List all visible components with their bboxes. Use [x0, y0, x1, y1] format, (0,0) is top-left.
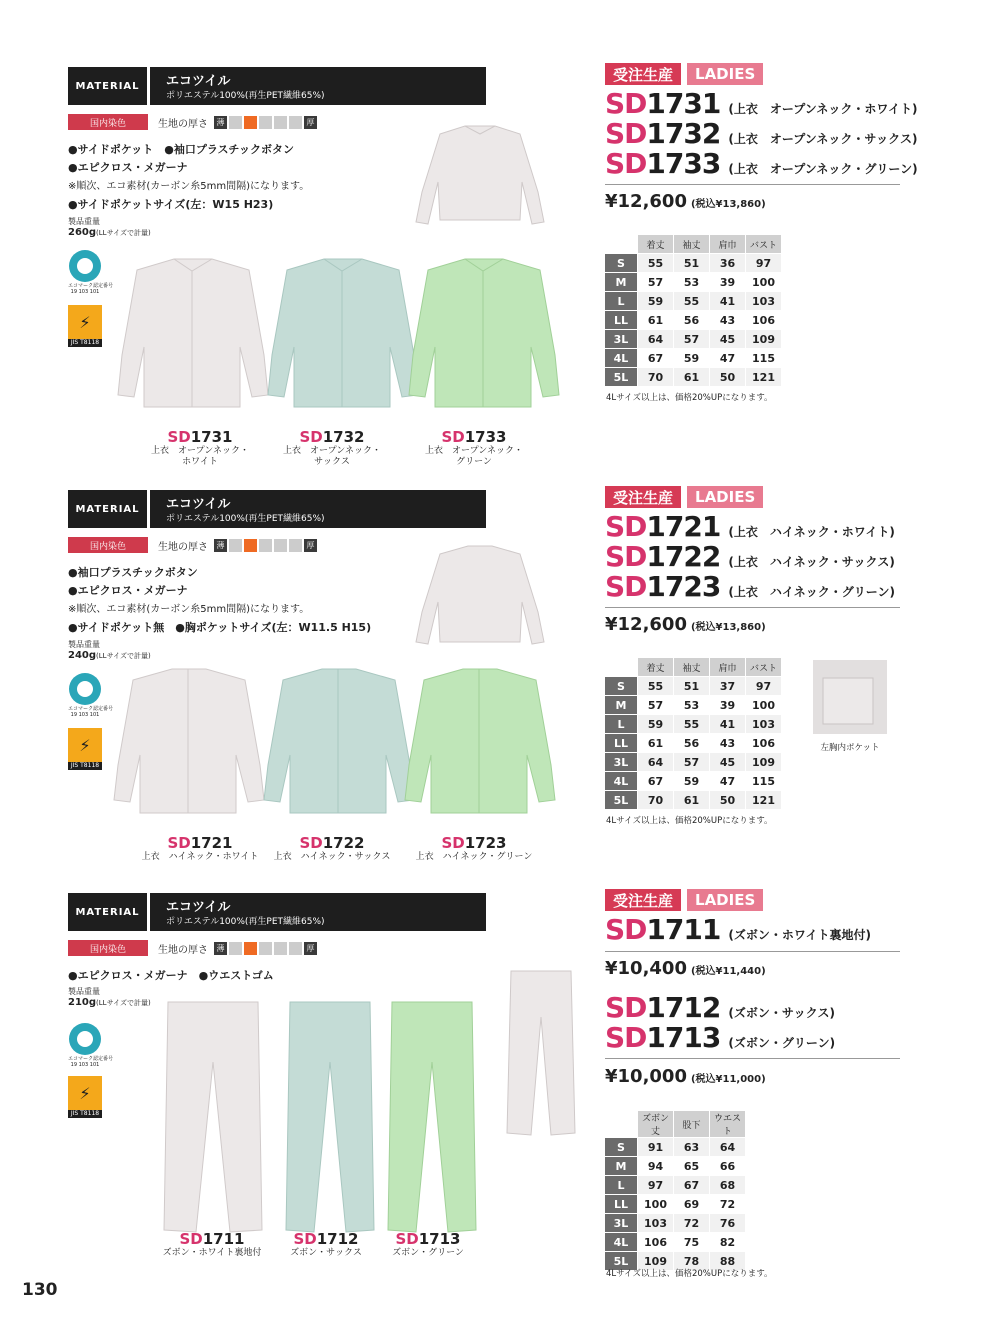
- weight-label: 製品重量: [68, 217, 100, 226]
- table-row: 3L 103 72 76: [605, 1214, 746, 1233]
- table-row: 5L 109 78 88: [605, 1252, 746, 1271]
- weight-label: 製品重量: [68, 640, 100, 649]
- jacket-sd1733: [409, 259, 559, 407]
- caption-sd1711: SD1711 ズボン・ホワイト裏地付: [162, 1230, 262, 1258]
- thick-marker: 厚: [304, 539, 317, 552]
- made-to-order-badge: 受注生産: [605, 63, 681, 85]
- table-row: L 59 55 41 103: [605, 715, 782, 734]
- weight-value: 210g(LLサイズで計量): [68, 997, 151, 1008]
- ladies-badge: LADIES: [687, 486, 763, 508]
- caption-sd1731: SD1731 上衣 オープンネック・ ホワイト: [151, 428, 249, 467]
- eco-mark: エコマーク認定番号 19 103 101: [68, 673, 102, 718]
- model-sd1711: SD 1711 (ズボン・ホワイト裏地付): [605, 913, 871, 946]
- caption-sd1733: SD1733 上衣 オープンネック・ グリーン: [425, 428, 523, 467]
- model-sd1731: SD 1731 (上衣 オープンネック・ホワイト): [605, 87, 918, 120]
- feature-note: ※順次、エコ素材(カーボン糸5mm間隔)になります。: [68, 604, 310, 615]
- pants-lineup-image: [160, 998, 480, 1238]
- price: ¥12,600 (税込¥13,860): [605, 614, 766, 635]
- size-note: 4Lサイズ以上は、価格20%UPになります。: [606, 816, 773, 826]
- page-number: 130: [22, 1280, 58, 1300]
- material-composition: ポリエステル100%(再生PET繊維65%): [166, 917, 325, 927]
- size-note: 4Lサイズ以上は、価格20%UPになります。: [606, 1269, 773, 1279]
- material-label: MATERIAL: [68, 67, 150, 105]
- fabric-thickness-scale: 生地の厚さ 薄 厚: [158, 537, 319, 553]
- antistatic-jis-mark: ⚡ JIS T8118: [68, 728, 102, 770]
- model-sd1733: SD 1733 (上衣 オープンネック・グリーン): [605, 147, 918, 180]
- made-to-order-badge: 受注生産: [605, 486, 681, 508]
- table-row: LL 100 69 72: [605, 1195, 746, 1214]
- material-composition: ポリエステル100%(再生PET繊維65%): [166, 514, 325, 524]
- material-label: MATERIAL: [68, 893, 150, 931]
- pants-back-image: [505, 967, 577, 1139]
- size-table: ズボン丈 股下 ウエスト S 91 63 64 M 94 65 66 L 97 67 68 LL 100 69 72 3L 103 72 76 4L 106 75 82 5L 109 78 88: [604, 1110, 746, 1271]
- antistatic-jis-mark: ⚡ JIS T8118: [68, 1076, 102, 1118]
- eco-mark-icon: [69, 1023, 101, 1055]
- thin-marker: 薄: [214, 116, 227, 129]
- size-table: 着丈 袖丈 肩巾 バスト S 55 51 36 97 M 57 53 39 100 L 59 55 41 103 LL 61 56 43 106 3L 64 57 45 109 4L 67 59 47 115 5L 70 61 50 121: [604, 234, 782, 387]
- caption-sd1723: SD1723 上衣 ハイネック・グリーン: [415, 834, 533, 862]
- model-sd1722: SD 1722 (上衣 ハイネック・サックス): [605, 540, 895, 573]
- fabric-thickness-scale: 生地の厚さ 薄 厚: [158, 114, 319, 130]
- table-row: 5L 70 61 50 121: [605, 791, 782, 810]
- feature-line: ●サイドポケットサイズ(左：W15 H23): [68, 198, 274, 211]
- jacket-back-image: [410, 542, 550, 654]
- eco-mark: エコマーク認定番号 19 103 101: [68, 250, 102, 295]
- caption-sd1712: SD1712 ズボン・サックス: [290, 1230, 362, 1258]
- antistatic-jis-mark: ⚡ JIS T8118: [68, 305, 102, 347]
- price: ¥10,400 (税込¥11,440): [605, 958, 766, 979]
- table-row: 5L 70 61 50 121: [605, 368, 782, 387]
- material-name: エコツイル: [166, 900, 231, 915]
- inner-pocket-label: 左胸内ポケット: [820, 743, 880, 753]
- model-sd1732: SD 1732 (上衣 オープンネック・サックス): [605, 117, 918, 150]
- weight-label: 製品重量: [68, 987, 100, 996]
- thin-marker: 薄: [214, 942, 227, 955]
- price: ¥12,600 (税込¥13,860): [605, 191, 766, 212]
- jacket-sd1723: [405, 669, 555, 813]
- divider: [605, 184, 900, 185]
- material-bar: [68, 67, 486, 105]
- jacket-lineup-image: [112, 255, 582, 425]
- table-row: M 57 53 39 100: [605, 273, 782, 292]
- ladies-badge: LADIES: [687, 889, 763, 911]
- feature-line: ●エピクロス・メガーナ: [68, 161, 188, 174]
- domestic-dyed-badge: 国内染色: [68, 940, 148, 956]
- caption-sd1713: SD1713 ズボン・グリーン: [392, 1230, 464, 1258]
- material-name: エコツイル: [166, 74, 231, 89]
- feature-line: ●エピクロス・メガーナ ●ウエストゴム: [68, 969, 274, 982]
- feature-note: ※順次、エコ素材(カーボン糸5mm間隔)になります。: [68, 181, 310, 192]
- table-row: L 59 55 41 103: [605, 292, 782, 311]
- pants-sd1711: [164, 1002, 262, 1232]
- jacket-lineup-image: [108, 665, 578, 825]
- badge-row: [605, 486, 769, 508]
- material-label: MATERIAL: [68, 490, 150, 528]
- table-row: M 57 53 39 100: [605, 696, 782, 715]
- table-row: M 94 65 66: [605, 1157, 746, 1176]
- eco-mark: エコマーク認定番号 19 103 101: [68, 1023, 102, 1068]
- thickness-level-marker: [244, 539, 257, 552]
- size-table: 着丈 袖丈 肩巾 バスト S 55 51 37 97 M 57 53 39 100 L 59 55 41 103 LL 61 56 43 106 3L 64 57 45 109 4L 67 59 47 115 5L 70 61 50 121: [604, 657, 782, 810]
- feature-line: ●袖口プラスチックボタン: [68, 566, 198, 579]
- table-row: 4L 67 59 47 115: [605, 772, 782, 791]
- domestic-dyed-badge: 国内染色: [68, 114, 148, 130]
- table-row: S 55 51 36 97: [605, 254, 782, 273]
- model-sd1712: SD 1712 (ズボン・サックス): [605, 991, 835, 1024]
- table-row: LL 61 56 43 106: [605, 311, 782, 330]
- table-row: 4L 67 59 47 115: [605, 349, 782, 368]
- price: ¥10,000 (税込¥11,000): [605, 1066, 766, 1087]
- divider: [605, 951, 900, 952]
- jacket-sd1732: [268, 259, 418, 407]
- weight-value: 240g(LLサイズで計量): [68, 650, 151, 661]
- badge-row: [605, 889, 769, 911]
- table-row: S 55 51 37 97: [605, 677, 782, 696]
- size-note: 4Lサイズ以上は、価格20%UPになります。: [606, 393, 773, 403]
- eco-mark-icon: [69, 250, 101, 282]
- material-name: エコツイル: [166, 497, 231, 512]
- feature-line: ●サイドポケット無 ●胸ポケットサイズ(左：W11.5 H15): [68, 621, 372, 634]
- caption-sd1722: SD1722 上衣 ハイネック・サックス: [273, 834, 391, 862]
- made-to-order-badge: 受注生産: [605, 889, 681, 911]
- weight-value: 260g(LLサイズで計量): [68, 227, 151, 238]
- table-row: L 97 67 68: [605, 1176, 746, 1195]
- material-bar: [68, 490, 486, 528]
- feature-line: ●エピクロス・メガーナ: [68, 584, 188, 597]
- antistatic-icon: ⚡: [68, 305, 102, 339]
- divider: [605, 1058, 900, 1059]
- material-composition: ポリエステル100%(再生PET繊維65%): [166, 91, 325, 101]
- thin-marker: 薄: [214, 539, 227, 552]
- thick-marker: 厚: [304, 942, 317, 955]
- table-row: S 91 63 64: [605, 1138, 746, 1157]
- jacket-sd1731: [118, 259, 268, 407]
- model-sd1721: SD 1721 (上衣 ハイネック・ホワイト): [605, 510, 895, 543]
- table-row: 3L 64 57 45 109: [605, 753, 782, 772]
- feature-line: ●サイドポケット ●袖口プラスチックボタン: [68, 143, 294, 156]
- eco-mark-icon: [69, 673, 101, 705]
- ladies-badge: LADIES: [687, 63, 763, 85]
- inner-pocket-image: [813, 660, 887, 734]
- model-sd1713: SD 1713 (ズボン・グリーン): [605, 1021, 836, 1054]
- caption-sd1721: SD1721 上衣 ハイネック・ホワイト: [141, 834, 259, 862]
- antistatic-icon: ⚡: [68, 728, 102, 762]
- badge-row: [605, 63, 769, 85]
- thickness-level-marker: [244, 942, 257, 955]
- pants-sd1712: [286, 1002, 374, 1232]
- divider: [605, 607, 900, 608]
- fabric-thickness-scale: 生地の厚さ 薄 厚: [158, 940, 319, 956]
- table-row: 3L 64 57 45 109: [605, 330, 782, 349]
- thick-marker: 厚: [304, 116, 317, 129]
- thickness-level-marker: [244, 116, 257, 129]
- jacket-sd1721: [114, 669, 264, 813]
- jacket-sd1722: [264, 669, 414, 813]
- jacket-back-image: [410, 122, 550, 232]
- antistatic-icon: ⚡: [68, 1076, 102, 1110]
- table-row: 4L 106 75 82: [605, 1233, 746, 1252]
- material-bar: [68, 893, 486, 931]
- domestic-dyed-badge: 国内染色: [68, 537, 148, 553]
- table-row: LL 61 56 43 106: [605, 734, 782, 753]
- caption-sd1732: SD1732 上衣 オープンネック・ サックス: [283, 428, 381, 467]
- model-sd1723: SD 1723 (上衣 ハイネック・グリーン): [605, 570, 895, 603]
- pants-sd1713: [388, 1002, 476, 1232]
